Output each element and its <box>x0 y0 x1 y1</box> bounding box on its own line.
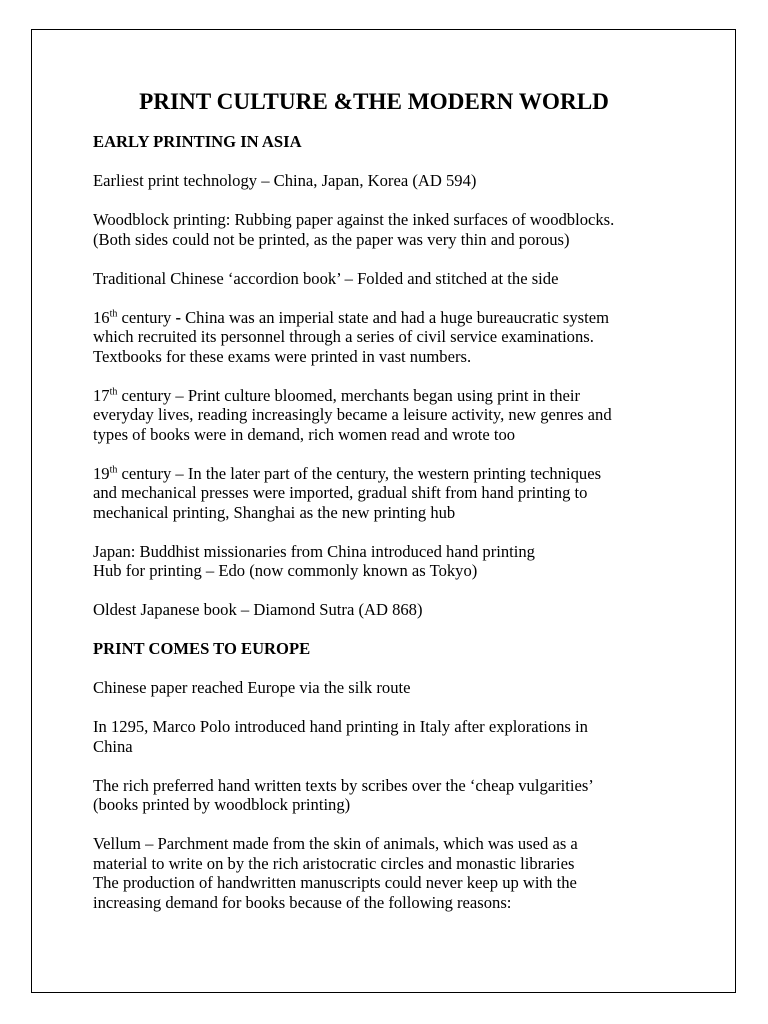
paragraph <box>93 269 693 289</box>
text-line: Chinese paper reached Europe via the silk route <box>93 678 411 697</box>
text-line: Hub for printing – Edo (now commonly known as Tokyo) <box>93 561 478 580</box>
paragraph <box>93 834 693 912</box>
paragraph-17th-century <box>93 386 693 445</box>
text-line: Earliest print technology – China, Japan, Korea (AD 594) <box>93 171 477 190</box>
century-number: 19 <box>93 463 110 483</box>
paragraph-16th-century <box>93 308 693 367</box>
century-word: century <box>117 307 176 327</box>
text-line: Japan: Buddhist missionaries from China introduced hand printing <box>93 541 535 561</box>
text-line: increasing demand for books because of the following reasons: <box>93 892 512 912</box>
document-body <box>93 88 693 912</box>
text-line: mechanical printing, Shanghai as the new printing hub <box>93 502 456 522</box>
text-line: Vellum – Parchment made from the skin of animals, which was used as a <box>93 834 578 853</box>
text-line: Woodblock printing: Rubbing paper against the inked surfaces of woodblocks. <box>93 210 615 229</box>
text-line: Traditional Chinese ‘accordion book’ – Folded and stitched at the side <box>93 268 559 288</box>
century-number: 17 <box>93 385 110 405</box>
text-line: (Both sides could not be printed, as the paper was very thin and porous) <box>93 229 570 249</box>
ordinal-suffix: th <box>109 385 118 397</box>
text-line: Oldest Japanese book – Diamond Sutra (AD 868) <box>93 600 423 619</box>
text-line: (books printed by woodblock printing) <box>93 795 351 814</box>
paragraph <box>93 542 693 581</box>
text-line <box>93 386 693 406</box>
text-line: China <box>93 736 133 756</box>
text-line: The production of handwritten manuscripts could never keep up with the <box>93 873 577 892</box>
paragraph <box>93 717 693 756</box>
document-title: PRINT CULTURE &THE MODERN WORLD <box>139 89 609 115</box>
text-line: The rich preferred hand written texts by scribes over the ‘cheap vulgarities’ <box>93 775 594 795</box>
century-number: 16 <box>93 307 110 327</box>
paragraph <box>93 210 693 249</box>
paragraph <box>93 171 693 191</box>
ordinal-suffix: th <box>109 463 118 475</box>
paragraph-19th-century <box>93 464 693 523</box>
text-line: types of books were in demand, rich women read and wrote too <box>93 424 516 444</box>
text-line: and mechanical presses were imported, gradual shift from hand printing to <box>93 483 588 502</box>
paragraph <box>93 600 693 620</box>
paragraph <box>93 776 693 815</box>
section-heading-print-comes-to-europe: PRINT COMES TO EUROPE <box>93 639 311 658</box>
text-line <box>93 308 693 328</box>
section-heading-early-printing-asia: EARLY PRINTING IN ASIA <box>93 132 302 151</box>
text-line: In 1295, Marco Polo introduced hand printing in Italy after explorations in <box>93 717 588 736</box>
text-line: which recruited its personnel through a series of civil service examinations. <box>93 327 594 346</box>
text-line: material to write on by the rich aristocratic circles and monastic libraries <box>93 853 575 873</box>
ordinal-suffix: th <box>109 307 118 319</box>
century-text: century – Print culture bloomed, merchants began using print in their <box>117 385 581 405</box>
text-line: everyday lives, reading increasingly became a leisure activity, new genres and <box>93 405 612 424</box>
century-text: China was an imperial state and had a huge bureaucratic system <box>180 307 610 327</box>
paragraph <box>93 678 693 698</box>
text-line: Textbooks for these exams were printed in vast numbers. <box>93 346 472 366</box>
bold-dash: - <box>175 307 181 327</box>
century-text: century – In the later part of the century, the western printing techniques <box>117 463 602 483</box>
text-line <box>93 464 693 484</box>
